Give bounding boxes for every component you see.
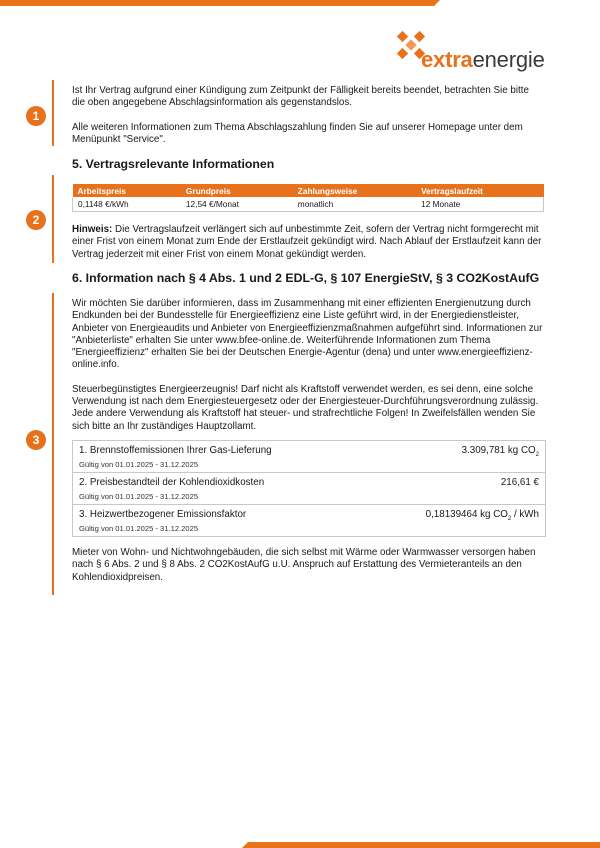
section-5-heading: 5. Vertragsrelevante Informationen xyxy=(72,157,275,171)
co2-row-value-subscript: 2 xyxy=(507,515,512,522)
section-rule-1 xyxy=(52,80,54,146)
cell-arbeitspreis: 0,1148 €/kWh xyxy=(73,197,181,212)
section-rule-3 xyxy=(52,293,54,595)
section-marker-2: 2 xyxy=(26,210,46,230)
contract-info-table xyxy=(72,184,544,212)
logo-word-extra: extra xyxy=(421,47,473,72)
table-row xyxy=(73,505,545,536)
header-grundpreis: Grundpreis xyxy=(181,184,293,197)
section-1-paragraph-1: Ist Ihr Vertrag aufgrund einer Kündigung zum Zeitpunkt der Fälligkeit bereits beendet, betrachten Sie bitte die oben angegebene Abschlagsinformation als gegenstandslos. xyxy=(72,85,529,109)
co2-row-validity: Gültig von 01.01.2025 - 31.12.2025 xyxy=(79,460,199,469)
table-header-row xyxy=(73,184,544,197)
co2-row-label: 2. Preisbestandteil der Kohlendioxidkosten xyxy=(79,477,265,488)
co2-row-value-main: 0,18139464 kg CO xyxy=(425,509,508,520)
header-zahlungsweise: Zahlungsweise xyxy=(293,184,416,197)
section-6-paragraph-2: Steuerbegünstigtes Energieerzeugnis! Darf nicht als Kraftstoff verwendet werden, es sei denn, eine solche Verwendung ist nach dem Energiesteuergesetz oder der Energiesteuer-Durchführungsverordnung zulässig. Jede andere Verwendung als Kraftstoff hat steuer- und strafrechtliche Folgen! In Zweifelsfällen wenden Sie sich bitte an Ihr zuständiges Hauptzollamt. xyxy=(72,383,539,432)
co2-info-table xyxy=(72,440,546,537)
bottom-accent-bar xyxy=(248,842,600,848)
table-row xyxy=(73,473,545,505)
top-accent-bar xyxy=(0,0,434,6)
co2-row-value xyxy=(462,445,539,458)
section-marker-3: 3 xyxy=(26,430,46,450)
section-marker-1: 1 xyxy=(26,106,46,126)
logo-word-energie: energie xyxy=(472,47,545,72)
co2-row-label: 3. Heizwertbezogener Emissionsfaktor xyxy=(79,509,247,520)
cell-vertragslaufzeit: 12 Monate xyxy=(416,197,543,212)
company-logo xyxy=(394,28,554,74)
header-arbeitspreis: Arbeitspreis xyxy=(73,184,181,197)
section-5-note xyxy=(72,224,544,261)
cell-zahlungsweise: monatlich xyxy=(293,197,416,212)
co2-row-validity: Gültig von 01.01.2025 - 31.12.2025 xyxy=(79,492,199,501)
note-label: Hinweis: xyxy=(72,224,113,235)
co2-row-value-main: 3.309,781 kg CO xyxy=(461,445,536,456)
co2-row-value xyxy=(426,509,539,522)
section-6-text xyxy=(72,298,544,433)
section-6-heading: 6. Information nach § 4 Abs. 1 und 2 EDL-G, § 107 EnergieStV, § 3 CO2KostAufG xyxy=(72,271,540,285)
co2-row-validity: Gültig von 01.01.2025 - 31.12.2025 xyxy=(79,524,199,533)
co2-row-value xyxy=(501,477,539,490)
co2-row-value-subscript: 2 xyxy=(535,451,539,458)
co2-row-value-suffix: / kWh xyxy=(511,509,539,520)
header-vertragslaufzeit: Vertragslaufzeit xyxy=(416,184,543,197)
co2-row-value-main: 216,61 € xyxy=(500,477,539,488)
note-text: Die Vertragslaufzeit verlängert sich auf unbestimmte Zeit, sofern der Vertrag nicht formgerecht mit einer Frist von einem Monat zum Ende der Erstlaufzeit gekündigt wird. Nach Ablauf der Erstlaufzeit kann der Vertrag jederzeit mit einer Frist von einem Monat gekündigt werden. xyxy=(72,224,542,260)
cell-grundpreis: 12,54 €/Monat xyxy=(181,197,293,212)
co2-row-label: 1. Brennstoffemissionen Ihrer Gas-Lieferung xyxy=(79,445,272,456)
section-6-paragraph-3: Mieter von Wohn- und Nichtwohngebäuden, die sich selbst mit Wärme oder Warmwasser versorgen haben nach § 6 Abs. 2 und § 8 Abs. 2 CO2KostAufG u.U. Anspruch auf Erstattung des Vermieteranteils an den Kohlendioxidpreisen. xyxy=(72,547,536,583)
section-6-footer-text xyxy=(72,547,544,584)
logo-wordmark xyxy=(421,47,545,73)
section-rule-2 xyxy=(52,175,54,263)
note-paragraph xyxy=(72,224,544,261)
table-row xyxy=(73,441,545,473)
section-6-paragraph-1: Wir möchten Sie darüber informieren, dass im Zusammenhang mit einer effizienten Energienutzung durch Endkunden bei der Bundesstelle für Energieeffizienz eine Liste geführt wird, in der Energiedienstleister, Anbieter von Energieaudits und Anbieter von Energieeffizienzmaßnahmen aufgeführt sind. Informationen zur "Anbieterliste" erhalten Sie unter www.bfee-online.de. Weiterführende Informationen zum Thema "Energieeffizienz" erhalten Sie bei der Deutschen Energie-Agentur (dena) und unter www.energieeffizienz-online.info. xyxy=(72,298,543,371)
table-row xyxy=(73,197,544,212)
section-1-paragraph-2: Alle weiteren Informationen zum Thema Abschlagszahlung finden Sie auf unserer Homepage unter dem Menüpunkt "Service". xyxy=(72,121,523,145)
section-1-text xyxy=(72,85,544,146)
